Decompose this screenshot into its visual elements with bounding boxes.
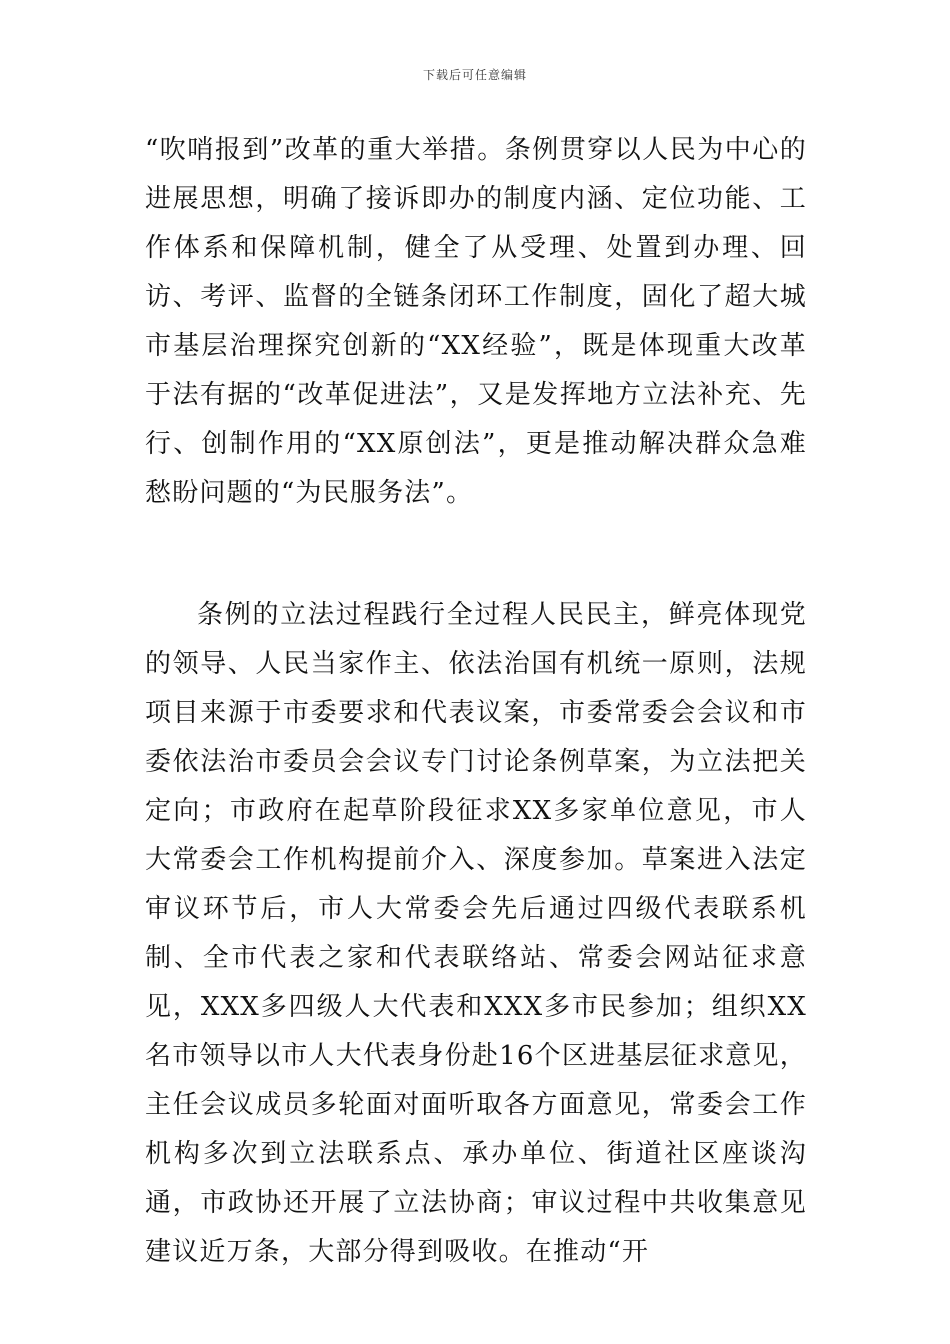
paragraph-spacing xyxy=(145,518,807,591)
paragraph-legislation-process: 条例的立法过程践行全过程人民民主，鲜亮体现党的领导、人民当家作主、依法治国有机统一原则，法规项目来源于市委要求和代表议案，市委常委会会议和市委依法治市委员会会议专门讨论条例草案，为立法把关定向；市政府在起草阶段征求XX多家单位意见，市人大常委会工作机构提前介入、深度参加。草案进入法定审议环节后，市人大常委会先后通过四级代表联系机制、全市代表之家和代表联络站、常委会网站征求意见，XXX多四级人大代表和XXX多市民参加；组织XX名市领导以市人大代表身份赴16个区进基层征求意见，主任会议成员多轮面对面听取各方面意见，常委会工作机构多次到立法联系点、承办单位、街道社区座谈沟通，市政协还开展了立法协商；审议过程中共收集意见建议近万条，大部分得到吸收。在推动“开 xyxy=(145,600,807,1267)
header-note: 下载后可任意编辑 xyxy=(422,68,527,82)
paragraph-continued: “吹哨报到”改革的重大举措。条例贯穿以人民为中心的进展思想，明确了接诉即办的制度内涵、定位功能、工作体系和保障机制，健全了从受理、处置到办理、回访、考评、监督的全链条闭环工作制度，固化了超大城市基层治理探究创新的“XX经验”，既是体现重大改革于法有据的“改革促进法”，又是发挥地方立法补充、先行、创制作用的“XX原创法”，更是推动解决群众急难愁盼问题的“为民服务法”。 xyxy=(145,135,807,508)
document-body xyxy=(145,126,807,1277)
